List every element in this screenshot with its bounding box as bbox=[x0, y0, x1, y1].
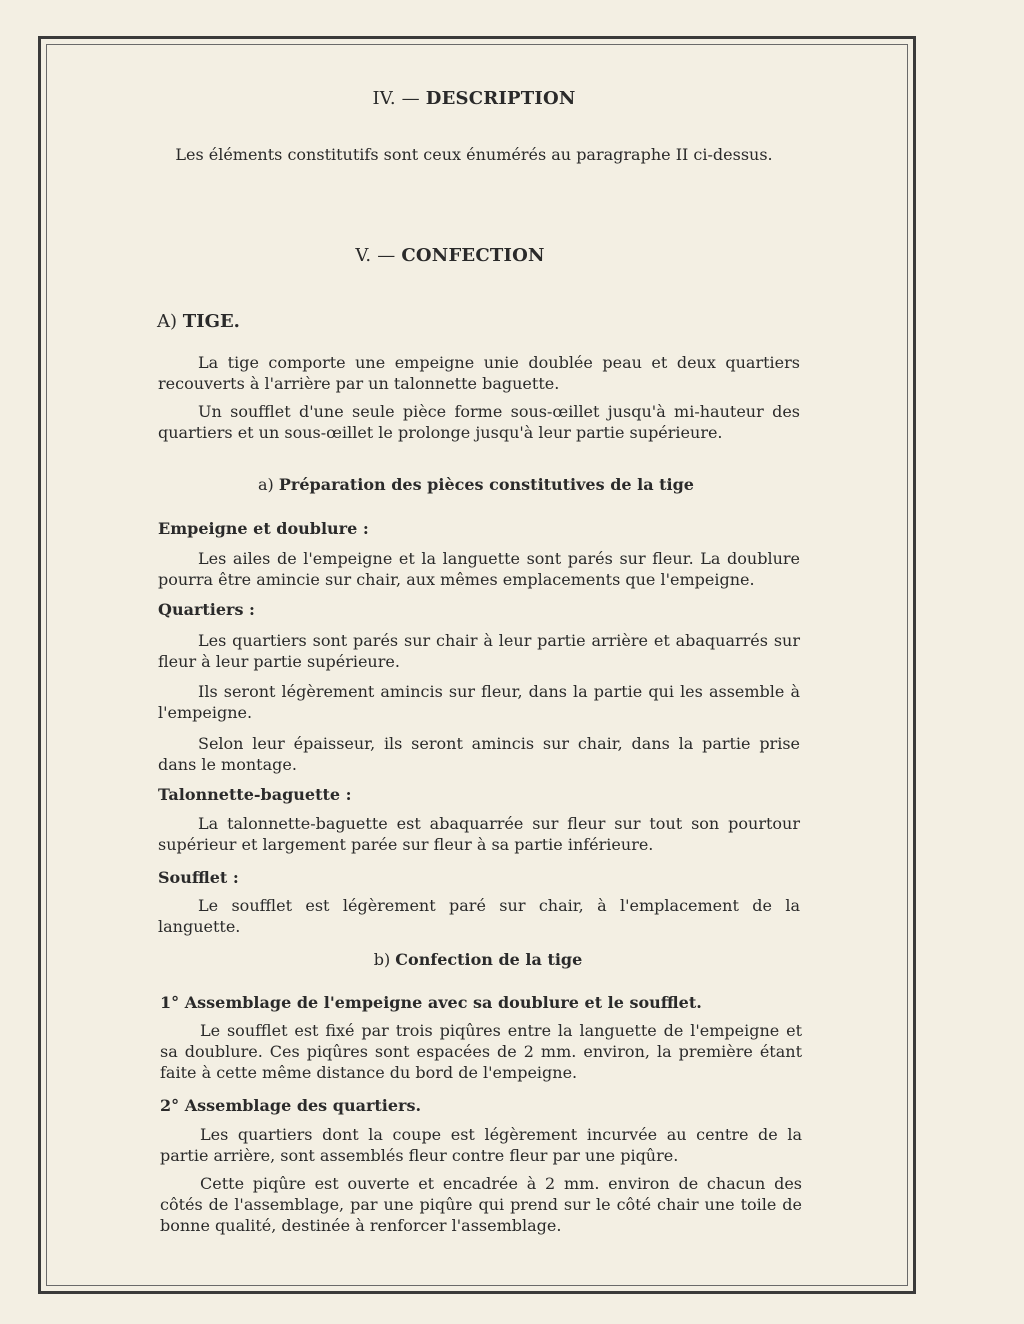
talonnette-heading: Talonnette-baguette : bbox=[158, 785, 352, 804]
sub-a-label: a) bbox=[258, 475, 274, 494]
quartiers-text-1: Les quartiers sont parés sur chair à leur partie arrière et abaquarrés sur fleur à leur partie supérieure. bbox=[158, 631, 800, 671]
step-1-text: Le soufflet est fixé par trois piqûres entre la languette de l'empeigne et sa doublure. Ces piqûres sont espacées de 2 mm. environ, la première étant faite à cette même distance du bord de l'empeigne. bbox=[160, 1021, 802, 1082]
empeigne-heading: Empeigne et doublure : bbox=[158, 519, 369, 538]
part-a-paragraph-2: Un soufflet d'une seule pièce forme sous-œillet jusqu'à mi-hauteur des quartiers et un sous-œillet le prolonge jusqu'à leur partie supérieure. bbox=[158, 402, 800, 442]
sub-a-heading bbox=[0, 475, 988, 494]
step-2-text-1: Les quartiers dont la coupe est légèrement incurvée au centre de la partie arrière, sont assemblés fleur contre fleur par une piqûre. bbox=[160, 1125, 802, 1165]
sub-b-heading bbox=[0, 950, 990, 969]
sub-a-title: Préparation des pièces constitutives de la tige bbox=[278, 475, 694, 494]
quartiers-heading: Quartiers : bbox=[158, 600, 255, 619]
sub-b-title: Confection de la tige bbox=[395, 950, 583, 969]
step-2-heading: 2° Assemblage des quartiers. bbox=[160, 1096, 422, 1115]
quartiers-text-2: Ils seront légèrement amincis sur fleur, dans la partie qui les assemble à l'empeigne. bbox=[158, 682, 800, 722]
empeigne-text: Les ailes de l'empeigne et la languette sont parés sur fleur. La doublure pourra être amincie sur chair, aux mêmes emplacements que l'empeigne. bbox=[158, 549, 800, 589]
soufflet-heading: Soufflet : bbox=[158, 868, 239, 887]
section-iv-title: DESCRIPTION bbox=[425, 88, 576, 109]
section-iv-number: IV. — bbox=[372, 88, 420, 109]
part-a-title: TIGE. bbox=[182, 311, 240, 332]
quartiers-text-3: Selon leur épaisseur, ils seront amincis sur chair, dans la partie prise dans le montage. bbox=[158, 734, 800, 774]
section-iv-heading bbox=[0, 88, 986, 109]
step-1-heading: 1° Assemblage de l'empeigne avec sa doublure et le soufflet. bbox=[160, 993, 702, 1012]
talonnette-text: La talonnette-baguette est abaquarrée sur fleur sur tout son pourtour supérieur et largement parée sur fleur à sa partie inférieure. bbox=[158, 814, 800, 854]
part-a-label: A) bbox=[157, 311, 178, 332]
section-v-heading bbox=[0, 245, 962, 266]
section-v-number: V. — bbox=[355, 245, 396, 266]
soufflet-text: Le soufflet est légèrement paré sur chair, à l'emplacement de la languette. bbox=[158, 896, 800, 936]
section-v-title: CONFECTION bbox=[401, 245, 545, 266]
step-2-text-2: Cette piqûre est ouverte et encadrée à 2 mm. environ de chacun des côtés de l'assemblage, par une piqûre qui prend sur le côté chair une toile de bonne qualité, destinée à renforcer l'assemblage. bbox=[160, 1174, 802, 1235]
part-a-heading bbox=[157, 311, 240, 332]
section-iv-text: Les éléments constitutifs sont ceux énumérés au paragraphe II ci-dessus. bbox=[175, 145, 773, 164]
sub-b-label: b) bbox=[373, 950, 391, 969]
part-a-paragraph-1: La tige comporte une empeigne unie doublée peau et deux quartiers recouverts à l'arrière par un talonnette baguette. bbox=[158, 353, 800, 393]
